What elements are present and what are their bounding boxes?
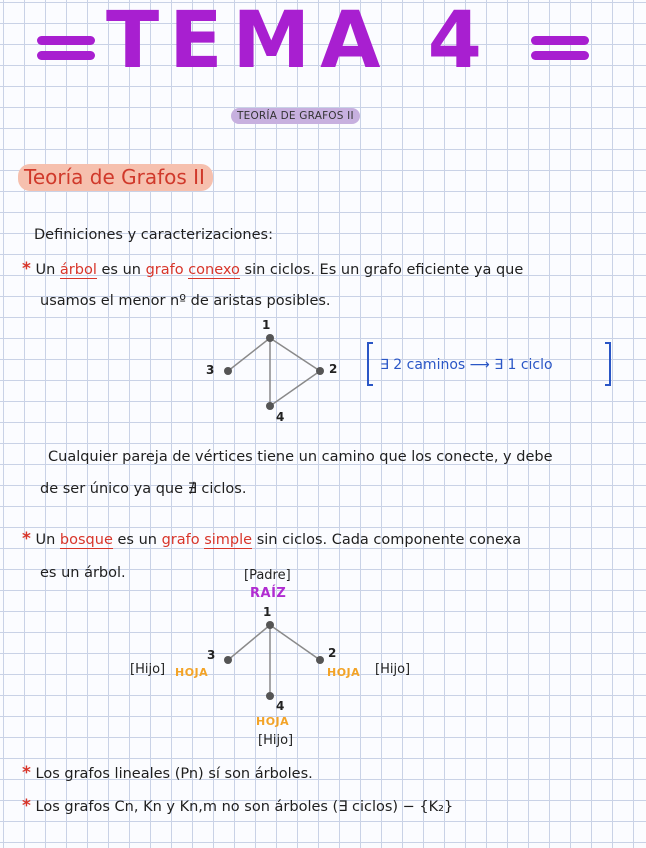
graph2-node-4 — [266, 692, 274, 700]
graph1-label-1: 1 — [262, 318, 271, 332]
graph1-node-4 — [266, 402, 274, 410]
bullet-asterisk: * — [22, 763, 31, 783]
forest-definition-line1 — [22, 529, 521, 550]
text-es-un: es un — [117, 532, 157, 548]
graph1-node-1 — [266, 334, 274, 342]
graph1-node-2 — [316, 367, 324, 375]
pair-note-line1: Cualquier pareja de vértices tiene un camino que los conecte, y debe — [48, 449, 553, 465]
text-un: Un — [35, 262, 56, 278]
path-note-right: ∃ 1 ciclo — [494, 357, 553, 373]
bullet-text-1: Los grafos lineales (Pn) sí son árboles. — [35, 766, 313, 782]
graph2-node-1 — [266, 621, 274, 629]
graph2-label-3: 3 — [207, 648, 216, 662]
text-rest: sin ciclos. Cada componente conexa — [256, 532, 522, 548]
bullet-line-1 — [22, 763, 313, 784]
tree-definition-line2: usamos el menor nº de aristas posibles. — [40, 293, 331, 309]
arrow-icon: ⟶ — [469, 357, 490, 373]
term-arbol: árbol — [59, 262, 97, 278]
graph2-label-1: 1 — [263, 605, 272, 619]
forest-definition-line2: es un árbol. — [40, 565, 126, 581]
raiz-label: RAÍZ — [250, 586, 287, 601]
section-title: Teoría de Grafos II — [18, 164, 213, 191]
term-grafo: grafo — [145, 262, 184, 278]
hijo-label-left: [Hijo] — [130, 662, 166, 677]
hoja-label-right: HOJA — [327, 666, 361, 679]
term-bosque: bosque — [59, 532, 113, 548]
bullet-text-2: Los grafos Cn, Kn y Kn,m no son árboles (∃ ciclos) − {K₂} — [35, 799, 454, 815]
graph1-label-2: 2 — [329, 362, 338, 376]
term-simple: simple — [204, 532, 253, 548]
definitions-heading: Definiciones y caracterizaciones: — [34, 227, 273, 243]
graph1-label-3: 3 — [206, 363, 215, 377]
page-title: TEMA 4 — [106, 0, 492, 86]
bullet-asterisk: * — [22, 259, 31, 279]
term-conexo: conexo — [188, 262, 240, 278]
hoja-label-bottom: HOJA — [256, 715, 290, 728]
graph1-node-3 — [224, 367, 232, 375]
graph2-label-4: 4 — [276, 699, 285, 713]
graph2-node-3 — [224, 656, 232, 664]
hijo-label-bottom: [Hijo] — [258, 733, 294, 748]
term-grafo: grafo — [161, 532, 200, 548]
text-un: Un — [35, 532, 56, 548]
bullet-asterisk: * — [22, 529, 31, 549]
pair-note-line2: de ser único ya que ∄ ciclos. — [40, 481, 247, 497]
graph1-label-4: 4 — [276, 410, 285, 424]
padre-label: [Padre] — [244, 568, 291, 583]
hijo-label-right: [Hijo] — [375, 662, 411, 677]
text-rest: sin ciclos. Es un grafo eficiente ya que — [244, 262, 524, 278]
graph2-label-2: 2 — [328, 646, 337, 660]
graph2-node-2 — [316, 656, 324, 664]
bullet-asterisk: * — [22, 796, 31, 816]
subtitle-badge: TEORÍA DE GRAFOS II — [231, 108, 360, 124]
bullet-line-2 — [22, 796, 453, 817]
path-note-left: ∃ 2 caminos — [380, 357, 466, 373]
path-note — [380, 355, 553, 375]
hoja-label-left: HOJA — [175, 666, 209, 679]
text-es-un: es un — [101, 262, 141, 278]
